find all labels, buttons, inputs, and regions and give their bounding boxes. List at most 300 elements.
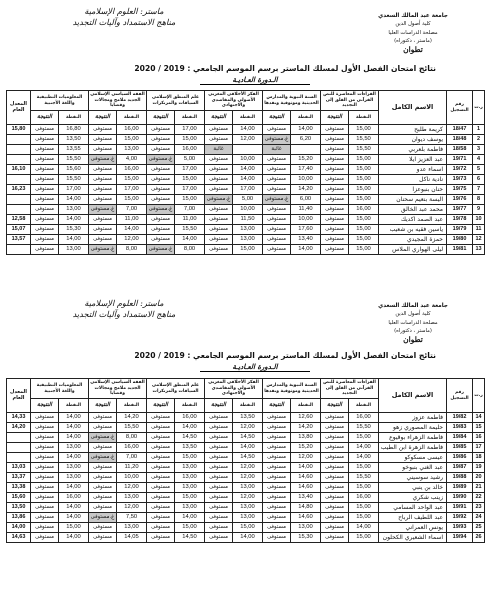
module-mark: 13,50 [175,443,205,453]
table-row [7,135,485,145]
module-mark: 14,00 [291,245,321,255]
module-mark: 17,40 [291,165,321,175]
module-result: مستوفى [31,433,59,443]
row-number: 5 [473,165,485,175]
registration-number: 19/87 [447,463,473,473]
row-number: 9 [473,205,485,215]
general-average: 13,38 [7,483,31,493]
module-result: مستوفى [89,423,117,433]
results-sheet-1 [0,0,488,296]
col-header-name: الاسم الكامل [379,91,447,125]
module-result: مستوفى [205,125,233,135]
module-result: مستوفى [263,463,291,473]
module-result: مستوفى [147,483,175,493]
table-row [7,245,485,255]
module-result: مستوفى [263,493,291,503]
module-mark: 15,00 [175,453,205,463]
module-mark: 4,00 [117,155,147,165]
module-result: مستوفى [263,443,291,453]
module-result: مستوفى [89,125,117,135]
institution-header [358,12,468,54]
levels-label: (ماستر ، دكتوراه) [394,38,432,45]
module-result: مستوفى [89,533,117,543]
registration-number: 19/81 [447,245,473,255]
module-result: مستوفى [89,463,117,473]
module-result: مستوفى [31,493,59,503]
module-result: غ.مستوفى [147,245,175,255]
module-mark: 14,80 [291,503,321,513]
module-mark: 15,30 [291,533,321,543]
module-mark: 15,00 [233,245,263,255]
registration-number: 18/48 [447,135,473,145]
module-result: غ.مستوفى [205,195,233,205]
col-subheader-result: النتيجة [147,399,175,413]
module-mark: 14,00 [59,235,89,245]
col-subheader-note: النقطة [233,111,263,125]
module-mark: 15,00 [349,215,379,225]
module-result: مستوفى [31,185,59,195]
module-result: مستوفى [321,533,349,543]
module-mark: 15,50 [349,135,379,145]
faculty-name: كلية أصول الدين [395,311,431,318]
module-result: مستوفى [205,165,233,175]
student-name: عبد العزيز ايلا [379,155,447,165]
module-result: مستوفى [321,225,349,235]
module-mark: 14,20 [291,185,321,195]
module-mark: 14,00 [59,423,89,433]
module-mark: 14,00 [59,413,89,423]
module-mark: 13,40 [291,493,321,503]
module-result: مستوفى [147,235,175,245]
module-mark: 16,00 [117,443,147,453]
general-average: 13,50 [7,503,31,513]
module-mark: 15,00 [349,483,379,493]
row-number: 16 [473,433,485,443]
module-result: مستوفى [89,235,117,245]
module-mark: 15,20 [291,443,321,453]
registration-number: 19/94 [447,533,473,543]
registration-number: 19/84 [447,433,473,443]
module-mark: 7,00 [117,453,147,463]
module-mark: 17,00 [233,185,263,195]
module-result: مستوفى [205,513,233,523]
module-mark: 11,00 [175,215,205,225]
module-mark: 14,00 [233,443,263,453]
module-result: مستوفى [89,413,117,423]
table-row [7,195,485,205]
module-mark: 15,00 [349,433,379,443]
module-mark: 15,00 [349,175,379,185]
module-result: مستوفى [321,245,349,255]
module-mark: 13,40 [291,235,321,245]
table-row [7,145,485,155]
module-result: مستوفى [147,423,175,433]
module-mark: 16,00 [59,493,89,503]
module-result: مستوفى [321,493,349,503]
module-mark: 14,50 [233,433,263,443]
module-result: مستوفى [89,473,117,483]
module-mark: 14,00 [59,433,89,443]
results-sheet-2 [0,298,488,600]
student-name: يونس العمراني [379,523,447,533]
col-header-reg: رقم التسجيل [447,91,473,125]
module-result: مستوفى [31,125,59,135]
module-result: مستوفى [321,463,349,473]
module-mark: 8,00 [117,245,147,255]
module-result: مستوفى [31,165,59,175]
program-line-1: ماستر: العلوم الإسلامية [84,6,164,16]
student-name: حنان بنبوعزا [379,185,447,195]
general-average: 15,07 [7,225,31,235]
table-row [7,473,485,483]
module-result: مستوفى [205,463,233,473]
registration-number: 19/79 [447,225,473,235]
module-result: مستوفى [147,145,175,155]
table-row [7,235,485,245]
registration-number: 19/82 [447,413,473,423]
registration-number: 19/93 [447,523,473,533]
module-mark: 13,00 [117,523,147,533]
module-result: مستوفى [321,443,349,453]
module-result: مستوفى [31,463,59,473]
table-row [7,513,485,523]
module-result: مستوفى [31,225,59,235]
module-mark: 15,00 [59,523,89,533]
general-average: 14,20 [7,423,31,433]
module-mark: 11,00 [117,215,147,225]
module-mark: 5,00 [233,195,263,205]
module-result: مستوفى [147,463,175,473]
module-mark: 12,00 [117,235,147,245]
student-name: فاطمة بلعربي [379,145,447,155]
student-name: زينب شكري [379,493,447,503]
module-result: مستوفى [263,125,291,135]
module-mark: 17,00 [59,185,89,195]
table-row [7,523,485,533]
module-result: غ.مستوفى [89,155,117,165]
module-mark: 13,00 [233,235,263,245]
session-subtitle: الـدورة العـاديـة [200,76,310,85]
col-header-name: الاسم الكامل [379,379,447,413]
module-mark: 13,00 [175,473,205,483]
module-result: مستوفى [205,533,233,543]
module-result: مستوفى [321,135,349,145]
registration-number: 19/88 [447,473,473,483]
registration-number: 19/86 [447,453,473,463]
module-mark: 16,00 [349,205,379,215]
module-result: مستوفى [205,483,233,493]
module-result: مستوفى [263,433,291,443]
col-subheader-note: النقطة [291,111,321,125]
module-result: مستوفى [147,523,175,533]
module-mark: 12,00 [233,493,263,503]
module-mark: 13,80 [291,433,321,443]
module-mark: 13,55 [59,145,89,155]
module-result: مستوفى [147,493,175,503]
module-result: مستوفى [205,135,233,145]
module-result: مستوفى [263,423,291,433]
module-mark: 13,00 [175,483,205,493]
module-mark: 11,20 [117,463,147,473]
module-mark: 15,00 [175,493,205,503]
module-result: مستوفى [31,245,59,255]
module-mark: 13,00 [233,225,263,235]
module-result: مستوفى [147,443,175,453]
module-mark: 17,00 [117,185,147,195]
module-result: مستوفى [205,433,233,443]
module-mark: 14,05 [117,533,147,543]
module-mark: 15,00 [117,175,147,185]
module-result: مستوفى [31,235,59,245]
general-average [7,195,31,205]
module-mark: 14,00 [349,443,379,453]
module-result: غ.مستوفى [89,453,117,463]
row-number: 3 [473,145,485,155]
module-result: مستوفى [321,483,349,493]
row-number: 2 [473,135,485,145]
general-average: 13,86 [7,513,31,523]
module-mark: 14,60 [291,483,321,493]
module-mark: 14,20 [117,413,147,423]
table-row [7,125,485,135]
module-mark: 13,00 [59,463,89,473]
table-row [7,215,485,225]
module-mark: 15,00 [117,195,147,205]
table-row [7,423,485,433]
module-mark: 15,50 [349,473,379,483]
module-mark: 14,00 [349,453,379,463]
module-mark: 15,50 [175,225,205,235]
col-header-module-6: المعلوميات التطبيقية واللغة الأجنبية [31,91,89,111]
module-result: مستوفى [31,155,59,165]
institution-header [358,302,468,344]
general-average: 13,37 [7,473,31,483]
module-mark: 16,00 [117,125,147,135]
row-number: 21 [473,483,485,493]
registration-number: 18/58 [447,145,473,155]
module-result: مستوفى [321,473,349,483]
col-subheader-note: النقطة [175,111,205,125]
registration-number: 19/85 [447,443,473,453]
module-mark: 15,00 [175,175,205,185]
department-name: مصلحة الدراسات العليا [388,29,438,36]
results-table [6,90,485,255]
student-name: فاطمة عزوز [379,413,447,423]
col-header-module-5: الفقه السياسي الإسلامي الجديد ملامح ومجالات وقضايا [89,91,147,111]
module-result: مستوفى [31,175,59,185]
row-number: 25 [473,523,485,533]
row-number: 26 [473,533,485,543]
general-average: 15,80 [7,125,31,135]
col-subheader-note: النقطة [349,399,379,413]
table-row [7,453,485,463]
faculty-name: كلية أصول الدين [395,21,431,28]
module-mark [233,145,263,155]
program-line-1: ماستر: العلوم الإسلامية [84,298,164,308]
module-result: مستوفى [89,493,117,503]
col-header-reg: رقم التسجيل [447,379,473,413]
module-result: مستوفى [321,125,349,135]
general-average: 14,33 [7,413,31,423]
col-subheader-result: النتيجة [263,111,291,125]
module-mark: 10,00 [291,215,321,225]
general-average [7,245,31,255]
program-line-2: مناهج الاستمداد وآليات التجديد [72,17,176,27]
module-result: مستوفى [263,245,291,255]
student-name: عبد الواحد المسامي [379,503,447,513]
master-program-header [64,298,184,320]
student-name: خالد بن ينبي [379,483,447,493]
col-header-module-2: السنة النبوية والمدارس الحديثية وموثوقية ونقدها [263,91,321,111]
module-result: غ.مستوفى [89,433,117,443]
table-row [7,483,485,493]
module-result: مستوفى [31,145,59,155]
student-name: اليسة بنعيم سحنان [379,195,447,205]
module-result: مستوفى [147,165,175,175]
page-title: نتائج امتحان الفصل الأول لمسلك الماستر برسم الموسم الجامعي : 2019 / 2020 [134,64,436,73]
table-row [7,165,485,175]
module-mark: 17,60 [291,225,321,235]
module-result: مستوفى [263,175,291,185]
col-subheader-result: النتيجة [263,399,291,413]
registration-number: 19/92 [447,513,473,523]
module-result: مستوفى [147,215,175,225]
general-average [7,433,31,443]
row-number: 13 [473,245,485,255]
module-result: مستوفى [31,215,59,225]
module-mark: 8,00 [175,245,205,255]
general-average: 12,58 [7,215,31,225]
col-header-module-5: الفقه السياسي الإسلامي الجديد ملامح ومجالات وقضايا [89,379,147,399]
student-name: ياسين فقيه بن شعيب [379,225,447,235]
module-result: مستوفى [321,155,349,165]
row-number: 7 [473,185,485,195]
module-mark: 13,00 [117,493,147,503]
module-mark: 14,50 [233,453,263,463]
col-subheader-result: النتيجة [31,399,59,413]
module-mark: 15,00 [349,235,379,245]
registration-number: 19/91 [447,503,473,513]
results-body [7,413,485,543]
student-name: حليمة المصوري زهو [379,423,447,433]
module-result: مستوفى [147,225,175,235]
registration-number: 19/80 [447,235,473,245]
module-mark: 15,50 [59,155,89,165]
module-mark: 12,00 [117,483,147,493]
module-mark: 15,50 [349,145,379,155]
module-result: مستوفى [321,423,349,433]
row-number: 14 [473,413,485,423]
col-header-module-1: القراءات المعاصرة للنص القرآني من القلق إلى التجديد [321,91,379,111]
module-result: مستوفى [321,215,349,225]
general-average: 15,60 [7,493,31,503]
module-mark: 14,60 [291,513,321,523]
general-average [7,155,31,165]
student-name: فاطمة الزهراء بوقيوع [379,433,447,443]
table-row [7,533,485,543]
col-header-module-6: المعلوميات التطبيقية واللغة الأجنبية [31,379,89,399]
col-subheader-result: النتيجة [147,111,175,125]
module-result: مستوفى [147,513,175,523]
col-header-module-3: الفكر الأخلاقي المغربي الأصولي والمقاصدي والاجتهادي [205,379,263,399]
module-result: مستوفى [205,503,233,513]
module-result: مستوفى [89,443,117,453]
module-result: مستوفى [89,185,117,195]
module-mark [291,145,321,155]
module-result: مستوفى [89,175,117,185]
module-mark: 7,00 [117,205,147,215]
module-mark: 14,00 [233,175,263,185]
module-mark: 13,00 [175,463,205,473]
module-mark: 16,00 [175,413,205,423]
module-mark: 14,00 [175,513,205,523]
module-result: مستوفى [321,175,349,185]
module-mark: 13,00 [175,503,205,513]
col-subheader-note: النقطة [349,111,379,125]
module-result: مستوفى [321,433,349,443]
module-result: مستوفى [263,533,291,543]
module-result: مستوفى [321,205,349,215]
module-mark: 13,00 [233,513,263,523]
session-subtitle: الـدورة العـاديـة [200,363,310,372]
module-result: مستوفى [205,155,233,165]
module-mark: 15,00 [117,135,147,145]
col-header-average: المعدل العام [7,379,31,413]
module-mark: 15,00 [349,513,379,523]
table-row [7,493,485,503]
module-mark: 15,00 [349,533,379,543]
module-mark: 14,50 [175,433,205,443]
general-average [7,145,31,155]
col-header-module-4: علم المنطق الإسلامي السياقات والمرتكزات [147,91,205,111]
module-result: مستوفى [147,503,175,513]
module-result: مستوفى [89,215,117,225]
student-name: نادية ناكل [379,175,447,185]
col-subheader-result: النتيجة [31,111,59,125]
row-number: 17 [473,443,485,453]
module-mark: 14,00 [59,453,89,463]
table-row [7,443,485,453]
col-header-num: ر.ت [473,91,485,125]
table-row [7,155,485,165]
module-mark: 5,00 [175,155,205,165]
module-mark: 14,00 [59,513,89,523]
module-result: مستوفى [205,245,233,255]
module-mark: 15,50 [349,423,379,433]
registration-number: 19/76 [447,195,473,205]
module-result: مستوفى [147,125,175,135]
module-result: مستوفى [263,473,291,483]
department-name: مصلحة الدراسات العليا [388,319,438,326]
module-mark: 11,50 [233,215,263,225]
module-result: مستوفى [147,175,175,185]
module-mark: 15,00 [349,503,379,513]
student-name: عبد الصمد اكديك [379,215,447,225]
module-mark: 13,00 [59,473,89,483]
module-mark: 16,00 [349,493,379,503]
module-mark: 10,00 [291,175,321,185]
program-line-2: مناهج الاستمداد وآليات التجديد [72,309,176,319]
module-mark: 10,00 [117,473,147,483]
module-mark: 15,60 [59,165,89,175]
module-mark: 14,00 [59,195,89,205]
row-number: 4 [473,155,485,165]
student-name: كريمة طليح [379,125,447,135]
table-row [7,433,485,443]
row-number: 6 [473,175,485,185]
module-result: غ.مستوفى [89,513,117,523]
general-average: 13,57 [7,235,31,245]
